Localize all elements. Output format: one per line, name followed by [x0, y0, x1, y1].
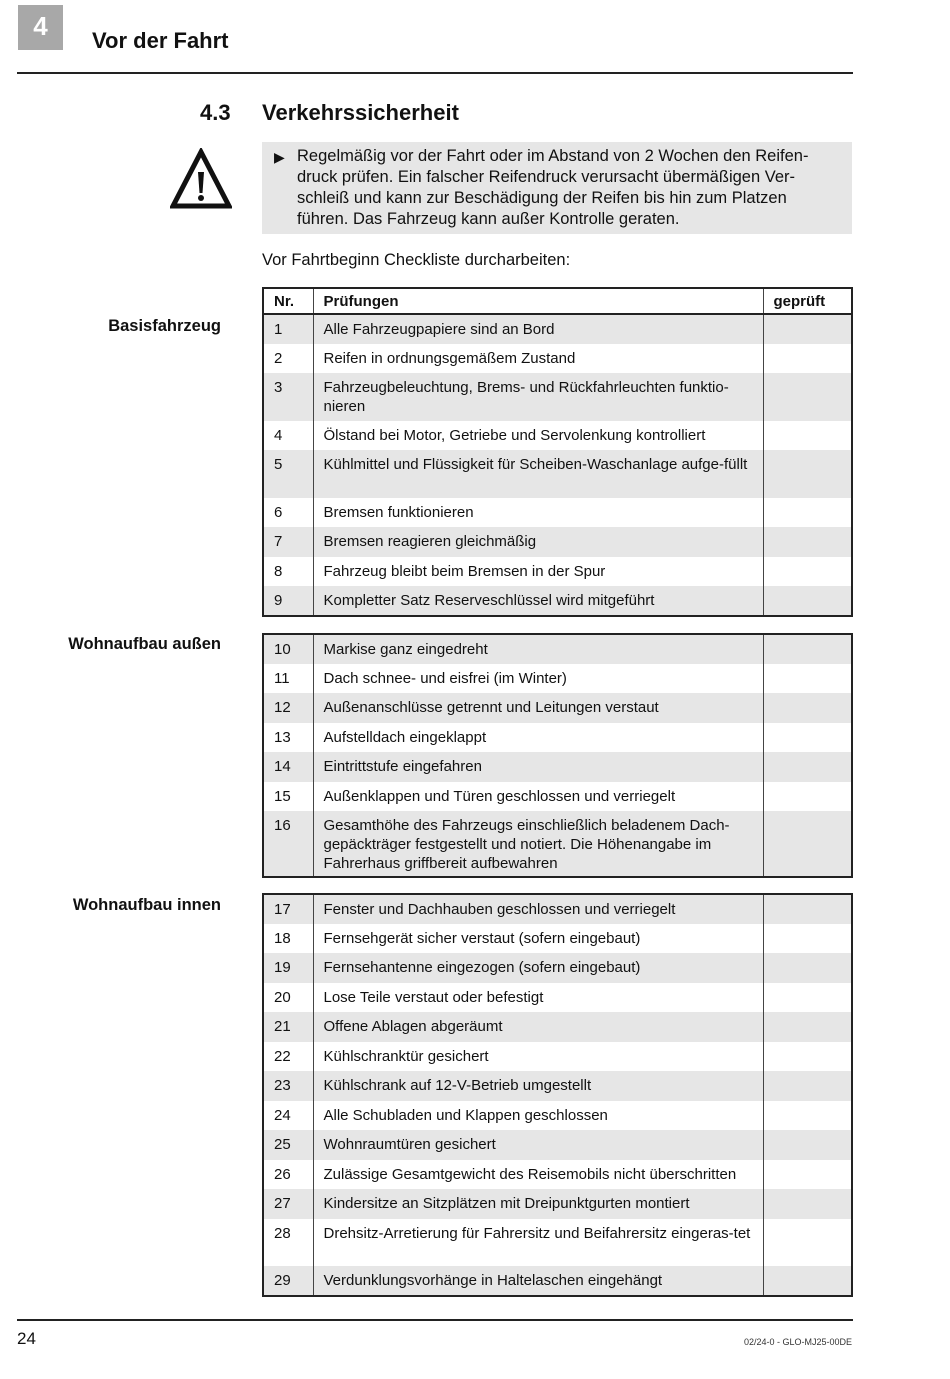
row-checked-cell[interactable] — [763, 752, 852, 782]
row-checked-cell[interactable] — [763, 983, 852, 1013]
table-row — [263, 693, 852, 723]
table-row — [263, 498, 852, 528]
row-number: 21 — [263, 1012, 313, 1042]
row-number: 14 — [263, 752, 313, 782]
row-checked-cell[interactable] — [763, 527, 852, 557]
row-checked-cell[interactable] — [763, 693, 852, 723]
row-check: Kühlschrank auf 12-V-Betrieb umgestellt — [313, 1071, 763, 1101]
section-title: Verkehrssicherheit — [262, 100, 459, 125]
table-row — [263, 314, 852, 344]
row-check: Zulässige Gesamtgewicht des Reisemobils nicht überschritten — [313, 1160, 763, 1190]
chapter-number: 4 — [18, 5, 63, 50]
row-checked-cell[interactable] — [763, 664, 852, 694]
row-checked-cell[interactable] — [763, 723, 852, 753]
header-divider — [17, 72, 853, 74]
page-number: 24 — [17, 1329, 36, 1348]
row-number: 23 — [263, 1071, 313, 1101]
table-row — [263, 557, 852, 587]
table-row — [263, 1219, 852, 1267]
row-number: 17 — [263, 894, 313, 924]
table-row — [263, 1012, 852, 1042]
chapter-title: Vor der Fahrt — [92, 28, 229, 53]
table-row — [263, 1160, 852, 1190]
row-checked-cell[interactable] — [763, 557, 852, 587]
row-number: 22 — [274, 1047, 291, 1065]
table-row — [263, 752, 852, 782]
row-check: Fernsehgerät sicher verstaut (sofern eingebaut) — [313, 924, 763, 954]
table-row — [263, 344, 852, 374]
row-check: Lose Teile verstaut oder befestigt — [313, 983, 763, 1013]
row-number: 16 — [263, 811, 313, 877]
row-check: Kühlschranktür gesichert — [313, 1042, 763, 1072]
row-number: 28 — [274, 1224, 291, 1242]
intro-text: Vor Fahrtbeginn Checkliste durcharbeiten: — [262, 251, 571, 269]
row-checked-cell[interactable] — [763, 924, 852, 954]
row-number: 8 — [274, 562, 283, 580]
row-checked-cell[interactable] — [763, 811, 852, 877]
row-check: Fernsehantenne eingezogen (sofern eingebaut) — [313, 953, 763, 983]
row-checked-cell[interactable] — [763, 1101, 852, 1131]
header-nr: Nr. — [263, 288, 313, 314]
row-checked-cell[interactable] — [763, 373, 852, 421]
table-row — [263, 664, 852, 694]
table-row — [263, 1042, 852, 1072]
warning-notice — [262, 142, 852, 234]
row-check: Eintrittstufe eingefahren — [313, 752, 763, 782]
row-checked-cell[interactable] — [763, 344, 852, 374]
row-number: 20 — [274, 988, 291, 1006]
row-checked-cell[interactable] — [763, 1130, 852, 1160]
row-check: Reifen in ordnungsgemäßem Zustand — [313, 344, 763, 374]
row-check: Kompletter Satz Reserveschlüssel wird mitgeführt — [313, 586, 763, 616]
row-checked-cell[interactable] — [763, 634, 852, 664]
row-checked-cell[interactable] — [763, 1189, 852, 1219]
row-check: Gesamthöhe des Fahrzeugs einschließlich beladenem Dach-gepäckträger festgestellt und notiert. Die Höhenangabe im Fahrerhaus griffbereit aufbewahren — [313, 811, 763, 877]
row-checked-cell[interactable] — [763, 1266, 852, 1296]
table-row — [263, 373, 852, 421]
row-check: Außenanschlüsse getrennt und Leitungen verstaut — [313, 693, 763, 723]
row-number: 13 — [274, 728, 291, 746]
table-row — [263, 1189, 852, 1219]
row-number: 11 — [274, 669, 290, 687]
row-checked-cell[interactable] — [763, 782, 852, 812]
row-number: 26 — [274, 1165, 291, 1183]
table-row — [263, 723, 852, 753]
row-check: Fahrzeugbeleuchtung, Brems- und Rückfahrleuchten funktio-nieren — [313, 373, 763, 421]
row-check: Aufstelldach eingeklappt — [313, 723, 763, 753]
row-number: 27 — [263, 1189, 313, 1219]
row-check: Fahrzeug bleibt beim Bremsen in der Spur — [313, 557, 763, 587]
warning-triangle-icon — [170, 148, 232, 210]
row-check: Kühlmittel und Flüssigkeit für Scheiben-Waschanlage aufge-füllt — [313, 450, 763, 498]
table-row — [263, 983, 852, 1013]
table-row — [263, 1130, 852, 1160]
row-number: 9 — [263, 586, 313, 616]
checklist-table — [262, 893, 853, 1297]
group-label: Wohnaufbau innen — [72, 896, 221, 914]
row-number: 12 — [263, 693, 313, 723]
row-number: 3 — [263, 373, 313, 421]
row-checked-cell[interactable] — [763, 953, 852, 983]
checklist-table — [262, 633, 853, 878]
row-checked-cell[interactable] — [763, 1071, 852, 1101]
row-checked-cell[interactable] — [763, 450, 852, 498]
row-checked-cell[interactable] — [763, 421, 852, 451]
row-check: Drehsitz-Arretierung für Fahrersitz und Beifahrersitz eingeras-tet — [313, 1219, 763, 1267]
table-row — [263, 421, 852, 451]
header-check: Prüfungen — [313, 288, 763, 314]
table-row — [263, 953, 852, 983]
row-check: Wohnraumtüren gesichert — [313, 1130, 763, 1160]
table-row — [263, 634, 852, 664]
row-checked-cell[interactable] — [763, 894, 852, 924]
row-check: Außenklappen und Türen geschlossen und verriegelt — [313, 782, 763, 812]
group-label: Wohnaufbau außen — [68, 635, 221, 653]
row-checked-cell[interactable] — [763, 586, 852, 616]
table-row — [263, 586, 852, 616]
table-header — [263, 288, 852, 314]
row-checked-cell[interactable] — [763, 498, 852, 528]
row-check: Kindersitze an Sitzplätzen mit Dreipunktgurten montiert — [313, 1189, 763, 1219]
row-number: 7 — [263, 527, 313, 557]
table-row — [263, 894, 852, 924]
row-number: 18 — [274, 929, 291, 947]
table-row — [263, 924, 852, 954]
row-check: Bremsen funktionieren — [313, 498, 763, 528]
table-row — [263, 1101, 852, 1131]
table-row — [263, 527, 852, 557]
row-checked-cell[interactable] — [763, 1160, 852, 1190]
group-label: Basisfahrzeug — [108, 317, 221, 335]
row-number: 2 — [274, 349, 283, 367]
row-check: Fenster und Dachhauben geschlossen und verriegelt — [313, 894, 763, 924]
row-number: 6 — [274, 503, 283, 521]
row-check: Markise ganz eingedreht — [313, 634, 763, 664]
row-checked-cell[interactable] — [763, 1042, 852, 1072]
row-number: 4 — [274, 426, 283, 444]
row-number: 5 — [263, 450, 313, 498]
row-check: Alle Fahrzeugpapiere sind an Bord — [313, 314, 763, 344]
document-id: 02/24-0 - GLO-MJ25-00DE — [743, 1337, 852, 1347]
row-number: 19 — [263, 953, 313, 983]
row-checked-cell[interactable] — [763, 1219, 852, 1267]
row-checked-cell[interactable] — [763, 314, 852, 344]
row-number: 24 — [274, 1106, 291, 1124]
row-check: Verdunklungsvorhänge in Haltelaschen eingehängt — [313, 1266, 763, 1296]
row-check: Offene Ablagen abgeräumt — [313, 1012, 763, 1042]
section-number: 4.3 — [200, 100, 231, 125]
table-row — [263, 811, 852, 877]
row-number: 25 — [263, 1130, 313, 1160]
row-number: 10 — [263, 634, 313, 664]
row-check: Alle Schubladen und Klappen geschlossen — [313, 1101, 763, 1131]
table-row — [263, 1266, 852, 1296]
table-row — [263, 450, 852, 498]
warning-text: Regelmäßig vor der Fahrt oder im Abstand von 2 Wochen den Reifen-druck prüfen. Ein falscher Reifendruck verursacht übermäßigen Ver-schleiß und kann zur Beschädigung der Reifen bis hin zum Platzen führen. Das Fahrzeug kann außer Kontrolle geraten. — [297, 147, 809, 228]
table-row — [263, 1071, 852, 1101]
checklist-table — [262, 287, 853, 617]
row-check: Dach schnee- und eisfrei (im Winter) — [313, 664, 763, 694]
header-done: geprüft — [763, 288, 852, 314]
row-number: 29 — [263, 1266, 313, 1296]
table-row — [263, 782, 852, 812]
footer-divider — [17, 1319, 853, 1321]
row-check: Bremsen reagieren gleichmäßig — [313, 527, 763, 557]
row-number: 15 — [274, 787, 291, 805]
row-checked-cell[interactable] — [763, 1012, 852, 1042]
row-check: Ölstand bei Motor, Getriebe und Servolenkung kontrolliert — [313, 421, 763, 451]
row-number: 1 — [263, 314, 313, 344]
bullet-arrow-icon: ▶ — [274, 149, 285, 165]
